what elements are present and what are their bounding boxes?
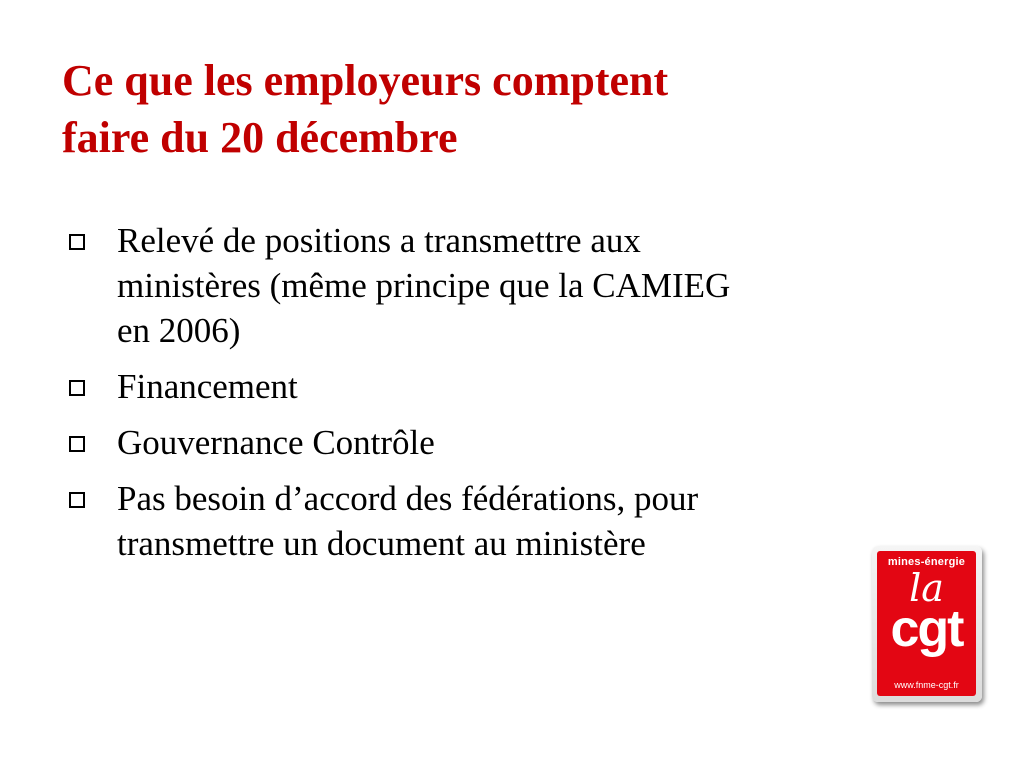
bullet-item: [62, 420, 922, 465]
title-line-1: Ce que les employeurs comptent: [62, 56, 669, 105]
hollow-square-bullet-icon: [69, 380, 85, 396]
logo-main-text: cgt: [890, 600, 963, 658]
bullet-text-line: en 2006): [117, 311, 241, 350]
bullet-item: [62, 218, 922, 353]
bullet-item: [62, 476, 922, 566]
hollow-square-bullet-icon: [69, 436, 85, 452]
bullet-item: [62, 364, 922, 409]
bullet-text-line: Financement: [117, 367, 298, 406]
bullet-text-line: ministères (même principe que la CAMIEG: [117, 266, 731, 305]
hollow-square-bullet-icon: [69, 492, 85, 508]
bullet-text-line: transmettre un document au ministère: [117, 524, 646, 563]
logo-top-text: mines-énergie: [887, 556, 966, 568]
bullet-list: [62, 218, 922, 577]
logo-url-text: www.fnme-cgt.fr: [894, 680, 959, 690]
bullet-text-line: Relevé de positions a transmettre aux: [117, 221, 641, 260]
logo-background: [877, 551, 976, 696]
bullet-text-line: Gouvernance Contrôle: [117, 423, 435, 462]
cgt-logo: [872, 546, 982, 702]
title-line-2: faire du 20 décembre: [62, 113, 458, 162]
slide-title: [62, 52, 962, 166]
hollow-square-bullet-icon: [69, 234, 85, 250]
logo-script-text: la: [909, 566, 944, 610]
bullet-text-line: Pas besoin d’accord des fédérations, pour: [117, 479, 699, 518]
